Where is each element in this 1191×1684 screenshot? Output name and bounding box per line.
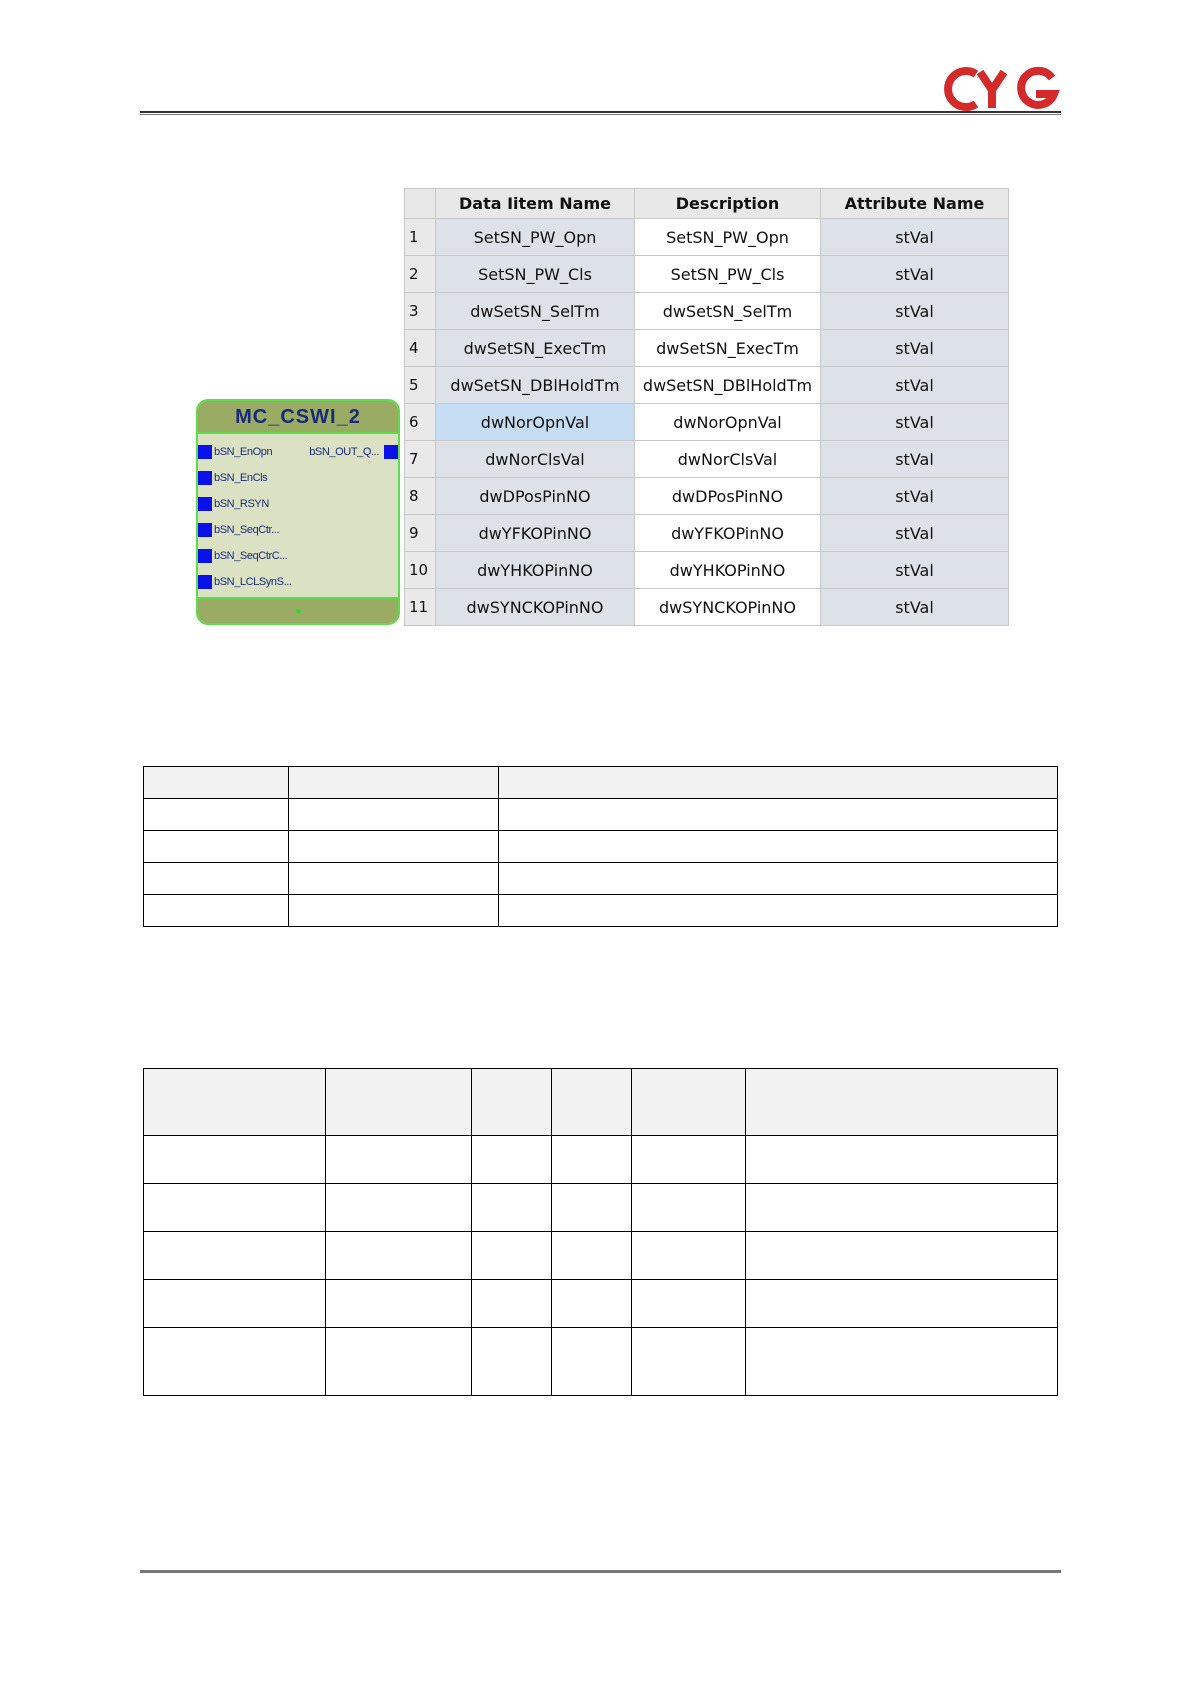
attribute-cell[interactable]: stVal — [821, 441, 1009, 478]
table-cell — [632, 1232, 746, 1280]
table-cell — [746, 1069, 1058, 1136]
column-header-attribute[interactable]: Attribute Name — [821, 189, 1009, 219]
input-pin[interactable]: bSN_EnOpn — [198, 444, 272, 460]
attribute-cell[interactable]: stVal — [821, 330, 1009, 367]
table-cell — [144, 1136, 326, 1184]
row-number[interactable]: 6 — [405, 404, 436, 441]
table-row[interactable] — [405, 441, 1009, 478]
table-cell — [552, 1184, 632, 1232]
description-cell[interactable]: dwDPosPinNO — [635, 478, 821, 515]
attribute-cell[interactable]: stVal — [821, 293, 1009, 330]
table-row[interactable] — [405, 552, 1009, 589]
table-cell — [326, 1184, 472, 1232]
pin-square-icon — [198, 575, 212, 589]
function-block-footer — [198, 597, 398, 623]
table-cell — [326, 1232, 472, 1280]
table-cell — [289, 831, 499, 863]
table-cell — [472, 1136, 552, 1184]
row-number[interactable]: 7 — [405, 441, 436, 478]
attribute-cell[interactable]: stVal — [821, 515, 1009, 552]
table-cell — [746, 1136, 1058, 1184]
header-rule — [140, 111, 1061, 115]
input-pin[interactable]: bSN_SeqCtr... — [198, 522, 279, 538]
table-cell — [746, 1328, 1058, 1396]
blank-table-1 — [143, 766, 1058, 927]
row-number[interactable]: 8 — [405, 478, 436, 515]
column-header-name[interactable]: Data Iitem Name — [436, 189, 635, 219]
table-cell — [144, 1184, 326, 1232]
item-name-cell[interactable]: dwDPosPinNO — [436, 478, 635, 515]
description-cell[interactable]: dwYFKOPinNO — [635, 515, 821, 552]
description-cell[interactable]: dwSYNCKOPinNO — [635, 589, 821, 626]
table-cell — [632, 1184, 746, 1232]
table-row[interactable] — [405, 219, 1009, 256]
function-block-title: MC_CSWI_2 — [198, 401, 398, 434]
input-pin[interactable]: bSN_SeqCtrC... — [198, 548, 287, 564]
table-cell — [552, 1069, 632, 1136]
table-cell — [144, 1280, 326, 1328]
table-cell — [499, 895, 1058, 927]
row-number[interactable]: 4 — [405, 330, 436, 367]
table-row[interactable] — [405, 330, 1009, 367]
attribute-cell[interactable]: stVal — [821, 219, 1009, 256]
table-cell — [289, 863, 499, 895]
table-cell — [326, 1136, 472, 1184]
attribute-cell[interactable]: stVal — [821, 256, 1009, 293]
table-row[interactable] — [405, 589, 1009, 626]
corner-header — [405, 189, 436, 219]
table-cell — [499, 863, 1058, 895]
table-cell — [144, 767, 289, 799]
output-pin[interactable]: bSN_OUT_Q... — [309, 444, 398, 460]
table-row[interactable] — [405, 478, 1009, 515]
table-cell — [746, 1184, 1058, 1232]
table-cell — [552, 1136, 632, 1184]
table-cell — [472, 1069, 552, 1136]
item-name-cell[interactable]: dwYHKOPinNO — [436, 552, 635, 589]
pin-square-icon — [198, 549, 212, 563]
table-cell — [552, 1328, 632, 1396]
table-cell — [632, 1328, 746, 1396]
table-cell — [289, 799, 499, 831]
item-name-cell[interactable]: SetSN_PW_Cls — [436, 256, 635, 293]
attribute-cell[interactable]: stVal — [821, 478, 1009, 515]
table-cell — [632, 1136, 746, 1184]
table-cell — [472, 1280, 552, 1328]
table-cell — [144, 831, 289, 863]
input-pin[interactable]: bSN_EnCls — [198, 470, 267, 486]
table-cell — [326, 1328, 472, 1396]
table-cell — [326, 1280, 472, 1328]
description-cell[interactable]: dwYHKOPinNO — [635, 552, 821, 589]
table-cell — [144, 895, 289, 927]
table-cell — [499, 799, 1058, 831]
description-cell[interactable]: dwNorClsVal — [635, 441, 821, 478]
function-block[interactable] — [196, 399, 400, 625]
description-cell[interactable]: dwSetSN_SelTm — [635, 293, 821, 330]
row-number[interactable]: 3 — [405, 293, 436, 330]
table-row[interactable] — [405, 256, 1009, 293]
description-cell[interactable]: SetSN_PW_Opn — [635, 219, 821, 256]
footer-rule — [140, 1570, 1061, 1573]
row-number[interactable]: 9 — [405, 515, 436, 552]
table-row[interactable] — [405, 404, 1009, 441]
table-cell — [144, 1232, 326, 1280]
attribute-cell[interactable]: stVal — [821, 589, 1009, 626]
pin-square-icon — [198, 445, 212, 459]
table-cell — [472, 1184, 552, 1232]
table-row[interactable] — [405, 515, 1009, 552]
table-cell — [552, 1280, 632, 1328]
item-name-cell[interactable]: SetSN_PW_Opn — [436, 219, 635, 256]
data-item-table — [404, 188, 1009, 626]
cyg-logo — [940, 66, 1060, 112]
table-cell — [144, 863, 289, 895]
description-cell[interactable]: dwNorOpnVal — [635, 404, 821, 441]
description-cell[interactable]: dwSetSN_ExecTm — [635, 330, 821, 367]
row-number[interactable]: 11 — [405, 589, 436, 626]
connector-dot-icon — [296, 609, 301, 614]
item-name-cell[interactable]: dwSetSN_SelTm — [436, 293, 635, 330]
table-cell — [472, 1232, 552, 1280]
table-cell — [632, 1069, 746, 1136]
table-cell — [632, 1280, 746, 1328]
table-cell — [144, 1328, 326, 1396]
column-header-description[interactable]: Description — [635, 189, 821, 219]
input-pin[interactable]: bSN_RSYN — [198, 496, 269, 512]
attribute-cell[interactable]: stVal — [821, 404, 1009, 441]
item-name-cell[interactable]: dwNorOpnVal — [436, 404, 635, 441]
row-number[interactable]: 1 — [405, 219, 436, 256]
attribute-cell[interactable]: stVal — [821, 367, 1009, 404]
table-cell — [144, 1069, 326, 1136]
description-cell[interactable]: SetSN_PW_Cls — [635, 256, 821, 293]
row-number[interactable]: 10 — [405, 552, 436, 589]
pin-square-icon — [384, 445, 398, 459]
table-cell — [499, 831, 1058, 863]
description-cell[interactable]: dwSetSN_DBlHoldTm — [635, 367, 821, 404]
input-pin[interactable]: bSN_LCLSynS... — [198, 574, 292, 590]
table-cell — [746, 1232, 1058, 1280]
row-number[interactable]: 5 — [405, 367, 436, 404]
table-row[interactable] — [405, 367, 1009, 404]
pin-square-icon — [198, 497, 212, 511]
table-cell — [144, 799, 289, 831]
item-name-cell[interactable]: dwSetSN_ExecTm — [436, 330, 635, 367]
table-cell — [746, 1280, 1058, 1328]
table-cell — [552, 1232, 632, 1280]
item-name-cell[interactable]: dwSYNCKOPinNO — [436, 589, 635, 626]
table-cell — [289, 767, 499, 799]
table-cell — [326, 1069, 472, 1136]
table-row[interactable] — [405, 293, 1009, 330]
row-number[interactable]: 2 — [405, 256, 436, 293]
item-name-cell[interactable]: dwNorClsVal — [436, 441, 635, 478]
table-cell — [472, 1328, 552, 1396]
item-name-cell[interactable]: dwYFKOPinNO — [436, 515, 635, 552]
pin-square-icon — [198, 523, 212, 537]
table-cell — [499, 767, 1058, 799]
table-cell — [289, 895, 499, 927]
attribute-cell[interactable]: stVal — [821, 552, 1009, 589]
blank-table-2 — [143, 1068, 1058, 1396]
pin-square-icon — [198, 471, 212, 485]
item-name-cell[interactable]: dwSetSN_DBlHoldTm — [436, 367, 635, 404]
